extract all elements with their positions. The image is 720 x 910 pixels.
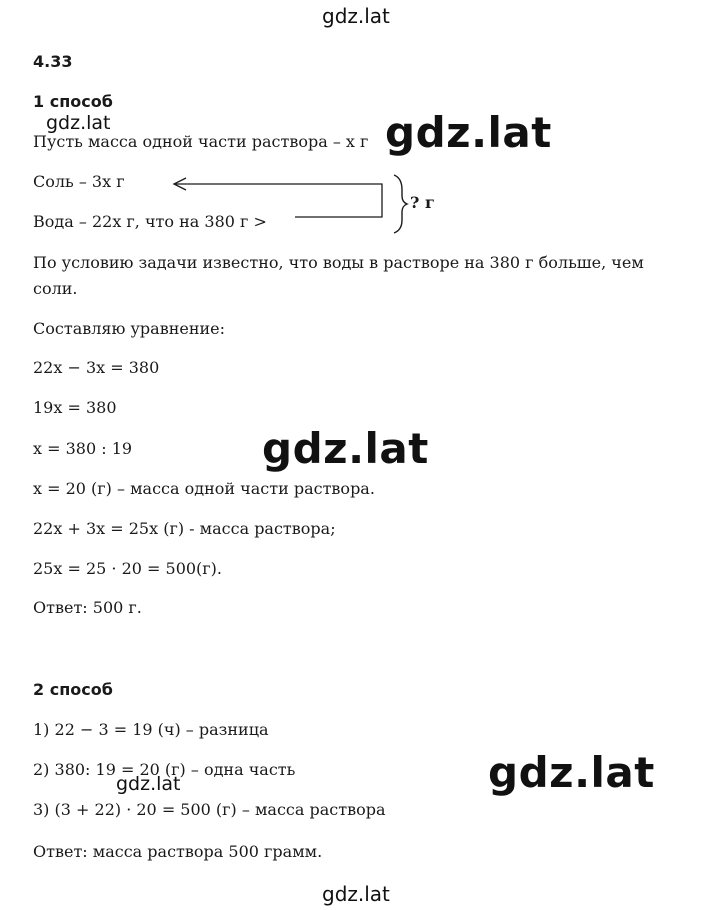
watermark-small-mid: gdz.lat [116, 773, 181, 795]
equation-2: 19x = 380 [33, 398, 117, 417]
watermark-big-1: gdz.lat [385, 108, 552, 157]
method2-step-3: 3) (3 + 22) · 20 = 500 (г) – масса раствора [33, 800, 386, 819]
method1-salt-line: Соль – 3x г [33, 172, 125, 191]
method1-water-line: Вода – 22x г, что на 380 г > [33, 212, 267, 231]
watermark-bottom: gdz.lat [322, 882, 390, 906]
watermark-big-2: gdz.lat [262, 424, 429, 473]
watermark-small-left: gdz.lat [46, 112, 111, 134]
method1-let-line: Пусть масса одной части раствора – x г [33, 132, 369, 151]
compose-label: Составляю уравнение: [33, 319, 226, 338]
comparison-arrow [174, 178, 382, 217]
method2-heading: 2 способ [33, 680, 113, 699]
watermark-top: gdz.lat [322, 4, 390, 28]
equation-5: 22x + 3x = 25x (г) - масса раствора; [33, 519, 336, 538]
method1-answer: Ответ: 500 г. [33, 598, 142, 617]
method2-answer: Ответ: масса раствора 500 грамм. [33, 842, 323, 861]
equation-6: 25x = 25 · 20 = 500(г). [33, 559, 223, 578]
condition-line-1: По условию задачи известно, что воды в растворе на 380 г больше, чем [33, 253, 644, 272]
equation-4: x = 20 (г) – масса одной части раствора. [33, 479, 375, 498]
equation-1: 22x − 3x = 380 [33, 358, 160, 377]
watermark-big-3: gdz.lat [488, 748, 655, 797]
condition-line-2: соли. [33, 279, 78, 298]
method2-step-1: 1) 22 − 3 = 19 (ч) – разница [33, 720, 269, 739]
method2-step-2: 2) 380: 19 = 20 (г) – одна часть [33, 760, 296, 779]
brace-icon [394, 175, 407, 233]
method1-heading: 1 способ [33, 92, 113, 111]
task-number: 4.33 [33, 52, 73, 71]
brace-label: ? г [410, 193, 435, 212]
equation-3: x = 380 : 19 [33, 439, 133, 458]
